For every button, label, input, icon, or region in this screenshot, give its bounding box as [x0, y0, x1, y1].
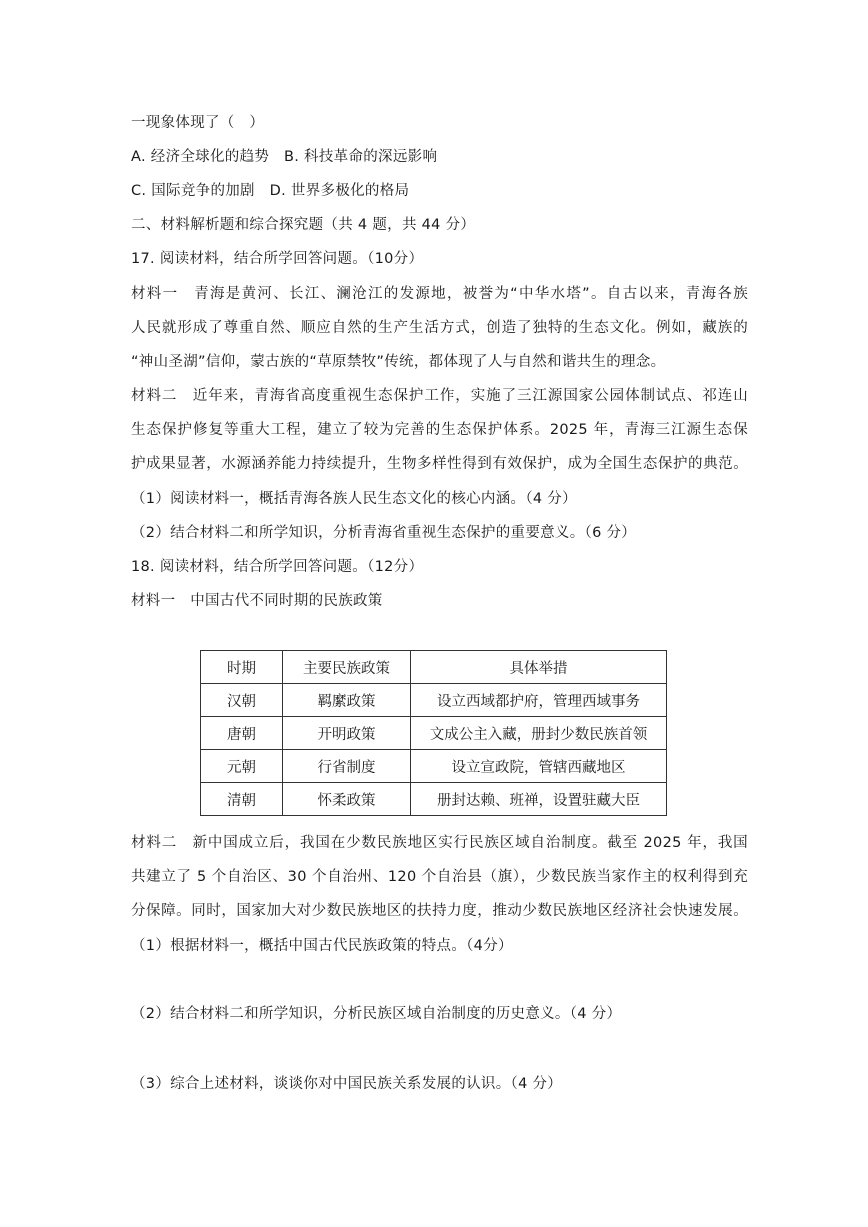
table-cell: 设立宣政院，管辖西藏地区	[411, 750, 667, 783]
table-cell: 唐朝	[201, 717, 283, 750]
q16-options-ab: A. 经济全球化的趋势 B. 科技革命的深远影响	[131, 149, 438, 165]
q16-options-cd: C. 国际竞争的加剧 D. 世界多极化的格局	[131, 183, 410, 199]
q17-stem: 17. 阅读材料，结合所学回答问题。（10分）	[131, 251, 424, 267]
table-row	[201, 750, 667, 783]
q17-material1-line2: 人民就形成了尊重自然、顺应自然的生产生活方式，创造了独特的生态文化。例如，藏族的	[131, 320, 748, 336]
table-cell: 汉朝	[201, 684, 283, 717]
section2-title: 二、材料解析题和综合探究题（共 4 题，共 44 分）	[131, 217, 476, 233]
q18-subquestion-1: （1）根据材料一，概括中国古代民族政策的特点。（4分）	[131, 938, 513, 954]
table-cell: 设立西域都护府，管理西域事务	[411, 684, 667, 717]
table-cell: 怀柔政策	[283, 783, 411, 816]
q17-material2-line2: 生态保护修复等重大工程，建立了较为完善的生态保护体系。2025 年，青海三江源生态保	[131, 422, 748, 438]
table-header-cell: 时期	[201, 651, 283, 684]
table-header-cell: 主要民族政策	[283, 651, 411, 684]
table-header-row	[201, 651, 667, 684]
table-cell: 羁縻政策	[283, 684, 411, 717]
q18-stem: 18. 阅读材料，结合所学回答问题。（12分）	[131, 559, 424, 575]
q18-material2-line3: 分保障。同时，国家加大对少数民族地区的扶持力度，推动少数民族地区经济社会快速发展。	[131, 903, 748, 919]
q18-material2-line2: 共建立了 5 个自治区、30 个自治州、120 个自治县（旗），少数民族当家作主的权利得到充	[131, 869, 748, 885]
table-cell: 册封达赖、班禅，设置驻藏大臣	[411, 783, 667, 816]
table-row	[201, 717, 667, 750]
q18-material1-title: 材料一 中国古代不同时期的民族政策	[131, 593, 383, 609]
table-header-cell: 具体举措	[411, 651, 667, 684]
q17-subquestion-1: （1）阅读材料一，概括青海各族人民生态文化的核心内涵。（4 分）	[131, 491, 577, 507]
q17-material1-line3: “神山圣湖”信仰，蒙古族的“草原禁牧”传统，都体现了人与自然和谐共生的理念。	[131, 354, 666, 370]
q17-material2-line3: 护成果显著，水源涵养能力持续提升，生物多样性得到有效保护，成为全国生态保护的典范。	[131, 456, 748, 472]
q17-material1-line1: 材料一 青海是黄河、长江、澜沧江的发源地，被誉为“中华水塔”。自古以来，青海各族	[131, 286, 748, 302]
q17-material2-line1: 材料二 近年来，青海省高度重视生态保护工作，实施了三江源国家公园体制试点、祁连山	[131, 388, 748, 404]
q16-stem-tail: 一现象体现了（ ）	[131, 115, 265, 131]
table-row	[201, 684, 667, 717]
table-cell: 开明政策	[283, 717, 411, 750]
q18-subquestion-3: （3）综合上述材料，谈谈你对中国民族关系发展的认识。（4 分）	[131, 1076, 563, 1092]
table-cell: 行省制度	[283, 750, 411, 783]
table-cell: 文成公主入藏，册封少数民族首领	[411, 717, 667, 750]
q18-material2-line1: 材料二 新中国成立后，我国在少数民族地区实行民族区域自治制度。截至 2025 年，我国	[131, 835, 748, 851]
table-row	[201, 783, 667, 816]
ethnic-policy-table	[200, 650, 667, 816]
q18-subquestion-2: （2）结合材料二和所学知识，分析民族区域自治制度的历史意义。（4 分）	[131, 1006, 622, 1022]
table-cell: 元朝	[201, 750, 283, 783]
q17-subquestion-2: （2）结合材料二和所学知识，分析青海省重视生态保护的重要意义。（6 分）	[131, 525, 637, 541]
table-cell: 清朝	[201, 783, 283, 816]
